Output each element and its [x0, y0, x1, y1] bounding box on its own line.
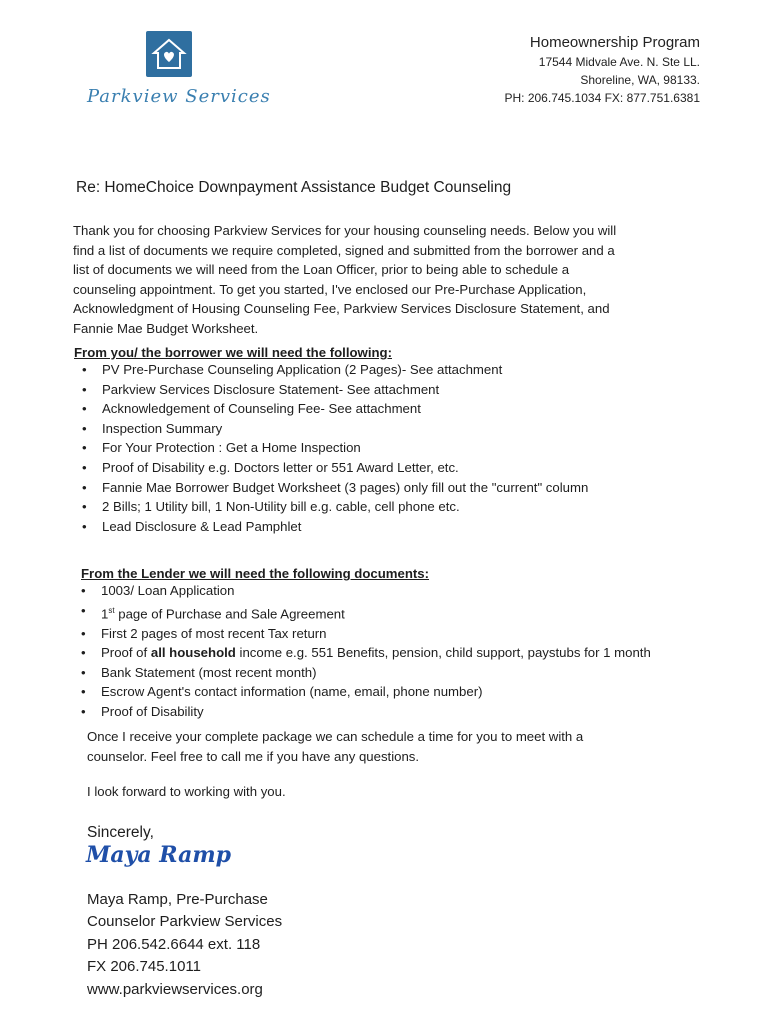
list-item: • PV Pre-Purchase Counseling Application (2 Pages)- See attachment [76, 360, 724, 380]
intro-paragraph [73, 221, 703, 338]
list-item [75, 601, 741, 624]
borrower-section [74, 345, 724, 536]
list-item: • Acknowledgement of Counseling Fee- See attachment [76, 399, 724, 419]
contact-name: Maya Ramp, Pre-Purchase [87, 891, 268, 908]
lender-section [81, 566, 741, 722]
list-item-text: page of Purchase and Sale Agreement [118, 605, 345, 621]
contact-phone: PH 206.542.6644 ext. 118 [87, 935, 261, 953]
lender-heading: From the Lender we will need the following documents: [81, 566, 430, 581]
list-item-text: income e.g. 551 Benefits, pension, child support, paystubs for 1 month [239, 645, 651, 661]
intro-line: Acknowledgment of Housing Counseling Fee, Parkview Services Disclosure Statement, and [73, 301, 610, 316]
sincerely: Sincerely, [87, 824, 154, 841]
closing-line: Once I receive your complete package we can schedule a time for you to meet with a [87, 729, 584, 744]
list-item: • Bank Statement (most recent month) [75, 663, 741, 683]
list-item: • Parkview Services Disclosure Statement- See attachment [76, 380, 724, 400]
list-item: • First 2 pages of most recent Tax return [75, 624, 741, 644]
list-item: • 2 Bills; 1 Utility bill, 1 Non-Utility bill e.g. cable, cell phone etc. [76, 497, 724, 517]
list-item-prefix: Proof of [101, 645, 148, 661]
list-item: • Proof of Disability e.g. Doctors letter or 551 Award Letter, etc. [76, 458, 724, 478]
list-item: • For Your Protection : Get a Home Inspection [76, 438, 724, 458]
subject-line: Re: HomeChoice Downpayment Assistance Budget Counseling [76, 179, 512, 196]
contact-website[interactable]: www.parkviewservices.org [87, 980, 263, 998]
list-item: • Lead Disclosure & Lead Pamphlet [76, 517, 724, 537]
intro-line: list of documents we will need from the Loan Officer, prior to being able to schedule a [73, 262, 570, 277]
intro-line: counseling appointment. To get you started, I've enclosed our Pre-Purchase Application, [73, 281, 587, 297]
list-item: • Inspection Summary [76, 419, 724, 439]
contact-fax: FX 206.745.1011 [87, 958, 201, 976]
list-item: • 1003/ Loan Application [75, 581, 741, 601]
signature: Maya Ramp [86, 842, 232, 868]
borrower-heading: From you/ the borrower we will need the following: [74, 345, 392, 360]
phone-fax: PH: 206.745.1034 FX: 877.751.6381 [504, 91, 700, 105]
list-item: • Proof of Disability [75, 702, 741, 722]
intro-line: Thank you for choosing Parkview Services for your housing counseling needs. Below you will [73, 223, 617, 238]
intro-line: Fannie Mae Budget Worksheet. [73, 320, 259, 336]
closing-line: counselor. Feel free to call me if you have any questions. [87, 748, 420, 764]
list-item: • Escrow Agent's contact information (name, email, phone number) [75, 682, 741, 702]
program-name: Homeownership Program [529, 34, 700, 51]
borrower-list [76, 360, 724, 536]
contact-title: Counselor Parkview Services [87, 913, 283, 931]
address-line-2: Shoreline, WA, 98133. [580, 73, 700, 87]
closing-paragraph [87, 727, 727, 766]
letterhead [505, 33, 701, 107]
list-item [75, 643, 741, 663]
logo-text: Parkview Services [87, 86, 271, 107]
list-item: • Fannie Mae Borrower Budget Worksheet (3 pages) only fill out the "current" column [76, 478, 724, 498]
house-logo-icon [146, 31, 192, 77]
emphasis-text: all household [150, 645, 236, 661]
ordinal-suffix: st [108, 605, 115, 615]
lender-list [75, 581, 741, 722]
look-forward-text: I look forward to working with you. [87, 784, 286, 799]
contact-block [87, 889, 282, 1001]
intro-line: find a list of documents we require completed, signed and submitted from the borrower and a [73, 242, 615, 258]
ordinal-number: 1 [101, 605, 109, 621]
address-line-1: 17544 Midvale Ave. N. Ste LL. [538, 55, 700, 69]
